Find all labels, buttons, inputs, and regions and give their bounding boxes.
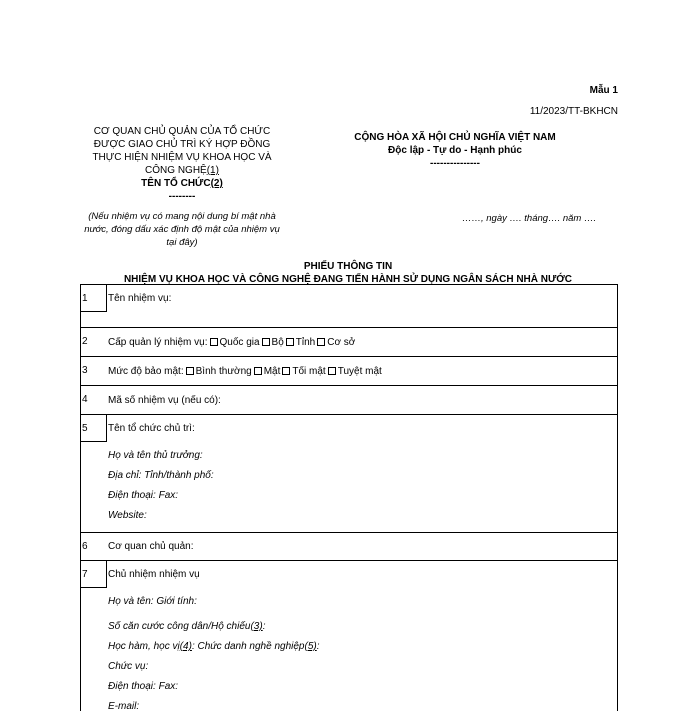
row-task-code <box>81 386 617 415</box>
footnote-ref: (1) <box>206 165 219 176</box>
row-governing-body <box>81 533 617 561</box>
option-label: Tuyệt mật <box>337 365 382 377</box>
checkbox[interactable] <box>210 338 218 346</box>
footnote-ref: (2) <box>210 178 223 189</box>
footnote-ref: (4) <box>179 641 192 652</box>
date-line: ……, ngày …. tháng…. năm …. <box>462 213 597 224</box>
row-number: 3 <box>82 365 88 376</box>
secret-note: (Nếu nhiệm vụ có mang nội dung bí mật nhà nước, đóng dấu xác định độ mật của nhiệm vụ tại đây) <box>84 211 280 248</box>
nation-header <box>330 131 580 170</box>
footnote-ref: (5) <box>304 641 317 652</box>
info-table <box>80 284 618 711</box>
row-management-level <box>81 328 617 357</box>
checkbox[interactable] <box>317 338 325 346</box>
option-label: Tối mật <box>292 365 326 377</box>
row-task-name <box>81 285 617 328</box>
leader-details <box>81 592 617 717</box>
row-number: 5 <box>81 415 107 442</box>
head-name-field: Họ và tên thủ trưởng: <box>108 450 203 461</box>
motto: Độc lập - Tự do - Hạnh phúc <box>388 145 522 156</box>
footnote-ref: (3) <box>250 621 263 632</box>
option-label: Bình thường <box>195 365 252 377</box>
motto-rule: --------------- <box>430 158 480 169</box>
row-label: Chủ nhiệm nhiệm vụ <box>108 569 200 580</box>
agency-line-4: CÔNG NGHỆ(1) <box>145 165 219 176</box>
checkbox[interactable] <box>286 338 294 346</box>
name-gender-field: Họ và tên: Giới tính: <box>108 596 197 607</box>
row-host-organization <box>81 415 617 533</box>
phone-fax-field: Điện thoại: Fax: <box>108 490 179 501</box>
form-title-line-2: NHIỆM VỤ KHOA HỌC VÀ CÔNG NGHỆ ĐANG TIẾN HÀNH SỬ DỤNG NGÂN SÁCH NHÀ NƯỚC <box>123 274 573 285</box>
circular-number: 11/2023/TT-BKHCN <box>529 106 618 117</box>
org-rule: -------- <box>168 191 196 202</box>
row-label: Tên nhiệm vụ: <box>108 293 172 304</box>
host-org-details <box>81 446 617 526</box>
option-label: Quốc gia <box>219 336 260 348</box>
option-label: Bộ <box>271 336 284 348</box>
checkbox[interactable] <box>186 367 194 375</box>
row-number: 4 <box>82 394 88 405</box>
checkbox[interactable] <box>282 367 290 375</box>
row-number: 6 <box>82 541 88 552</box>
row-number: 7 <box>81 561 107 588</box>
agency-line-3: THỰC HIỆN NHIỆM VỤ KHOA HỌC VÀ <box>92 152 272 163</box>
agency-line-1: CƠ QUAN CHỦ QUẢN CỦA TỔ CHỨC <box>93 126 271 137</box>
row-label: Mã số nhiệm vụ (nếu có): <box>108 394 221 406</box>
address-field: Địa chỉ: Tỉnh/thành phố: <box>108 470 214 481</box>
row-security-level <box>81 357 617 386</box>
org-name: TÊN TỔ CHỨC(2) <box>141 178 223 189</box>
checkbox[interactable] <box>262 338 270 346</box>
degree-field: Học hàm, học vị(4): Chức danh nghề nghiệp(5): <box>108 641 320 652</box>
row-number: 1 <box>81 285 107 312</box>
row-task-leader <box>81 561 617 711</box>
option-label: Cơ sở <box>327 336 356 348</box>
id-degree-block <box>108 612 617 657</box>
form-code: Mẫu 1 <box>589 85 618 96</box>
agency-header <box>82 125 282 203</box>
email-field: E-mail: <box>108 701 140 712</box>
nation-title: CỘNG HÒA XÃ HỘI CHỦ NGHĨA VIỆT NAM <box>354 132 556 143</box>
position-field: Chức vụ: <box>108 661 149 672</box>
id-field: Số căn cước công dân/Hộ chiếu(3): <box>108 621 266 632</box>
form-title-line-1: PHIẾU THÔNG TIN <box>303 261 393 272</box>
form-title <box>80 260 616 286</box>
row-label: Tên tổ chức chủ trì: <box>108 423 195 434</box>
checkbox[interactable] <box>328 367 336 375</box>
option-label: Tỉnh <box>295 336 316 348</box>
agency-line-2: ĐƯỢC GIAO CHỦ TRÌ KÝ HỢP ĐỒNG <box>93 139 271 150</box>
row-number: 2 <box>82 336 88 347</box>
row-label: Cơ quan chủ quản: <box>108 541 194 552</box>
website-field: Website: <box>108 510 147 521</box>
row-label: Cấp quản lý nhiệm vụ: Quốc gia Bộ Tỉnh Cơ sở <box>108 336 356 348</box>
phone-fax-field: Điện thoại: Fax: <box>108 681 179 692</box>
option-label: Mật <box>263 365 281 377</box>
row-label: Mức độ bảo mật: Bình thường Mật Tối mật Tuyệt mật <box>108 365 382 377</box>
checkbox[interactable] <box>254 367 262 375</box>
